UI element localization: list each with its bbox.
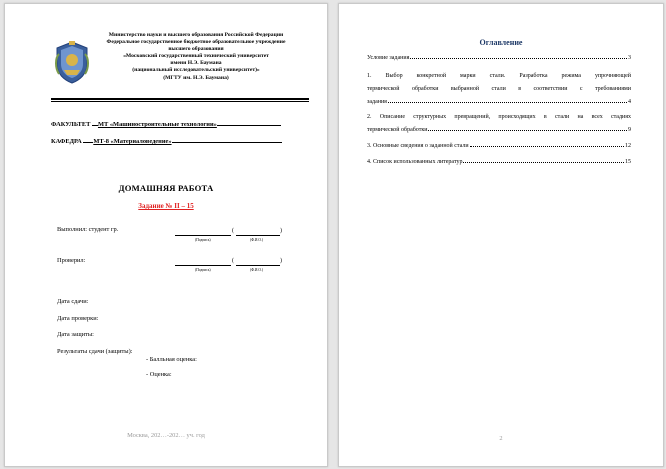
toc-entry[interactable] [367,156,631,169]
header-line: высшего образования [168,46,224,53]
performed-label: Выполнил: студент гр. [57,226,119,233]
toc-entry[interactable] [367,52,631,65]
department-row [51,136,313,145]
department-label: КАФЕДРА [51,138,82,145]
department-value: МТ-8 «Материаловедение» [93,138,172,145]
toc-entry-text: термической обработки [367,127,428,133]
page-number: 2 [499,435,503,442]
university-crest-icon [53,40,91,84]
score-label: - Балльная оценка: [146,356,197,363]
signature-caption: (Подпись) [195,268,211,272]
header-divider-thick [51,98,309,100]
toc-leader [388,101,627,103]
toc-page-number: 15 [625,159,631,165]
header-line: Федеральное государственное бюджетное образовательное учреждение [106,39,286,46]
results-label: Результаты сдачи (защиты): [57,348,133,355]
signature-line [175,235,231,236]
university-header [87,32,305,82]
toc-entry-text: задания [367,99,387,105]
header-line: имени Н.Э. Баумана [170,60,222,67]
page-footer: Москва, 202…-202… уч. год [127,432,205,439]
underline-fill [172,136,282,143]
faculty-row [51,119,313,128]
toc-title: Оглавление [479,38,523,47]
title-page [4,3,328,467]
signature-line [175,265,231,266]
contents-page [338,3,664,467]
header-line: «Московский государственный технический университет [123,53,269,60]
name-paren-close: ) [280,258,282,264]
toc-entry[interactable] [367,140,631,153]
underline-fill [83,136,93,143]
header-divider-thin [51,101,309,102]
toc-entry[interactable] [367,111,631,137]
toc-page-number: 4 [628,99,631,105]
name-caption: (Ф.И.О.) [250,238,264,242]
assignment-number: Задание № II – 15 [138,202,194,210]
toc-entry-text: 3. Основные сведения о заданной стали [367,143,469,149]
header-line: (МГТУ им. Н.Э. Баумана) [163,74,229,81]
toc-leader [470,145,624,147]
header-line: Министерство науки и высшего образования Российской Федерации [108,32,284,38]
date-defended-label: Дата защиты: [57,331,94,338]
header-line: (национальный исследовательский университет)» [132,67,260,74]
date-submitted-label: Дата сдачи: [57,298,89,305]
toc-leader [463,161,624,163]
toc-entry-text: Условие задания [367,55,410,61]
name-paren-close: ) [280,228,282,234]
toc-entry-text: 2. Описание структурных превращений, происходящих в стали на всех стадиях [367,114,631,120]
name-line [236,235,280,236]
toc-page-number: 12 [625,143,631,149]
date-checked-label: Дата проверки: [57,315,99,322]
name-paren-open: ( [232,228,234,234]
grade-label: - Оценка: [146,371,172,378]
toc-entry-text: 1. Выбор конкретной марки стали. Разработка режима упрочняющей [367,73,631,79]
underline-fill [217,119,281,126]
document-title: ДОМАШНЯЯ РАБОТА [118,183,214,193]
toc-entry-text: 4. Список использованных литератур [367,159,463,165]
name-caption: (Ф.И.О.) [250,268,264,272]
toc-page-number: 3 [628,55,631,61]
toc-leader [410,57,627,59]
toc-entry-text: термической обработки выбранной стали в соответствии с требованиями [367,86,631,92]
toc-leader [428,129,627,131]
toc-page-number: 9 [628,127,631,133]
faculty-label: ФАКУЛЬТЕТ [51,121,91,128]
name-line [236,265,280,266]
checked-label: Проверил: [57,257,86,264]
signature-caption: (Подпись) [195,238,211,242]
faculty-value: МТ «Машиностроительные технологии» [97,121,217,128]
toc-entry[interactable] [367,70,631,109]
name-paren-open: ( [232,258,234,264]
